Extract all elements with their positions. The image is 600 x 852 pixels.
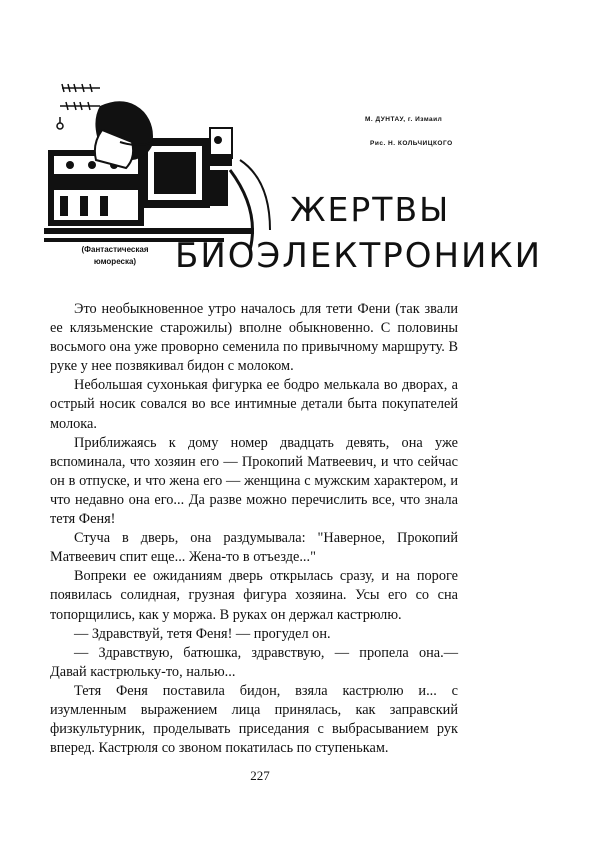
paragraph: Это необыкновенное утро началось для тети Фени (так звали ее клязьменские старожилы) вполне обыкновенно. С половины восьмого она уже проворно семенила по привычному маршруту. В руке у нее позвякивал бидон с молоком. xyxy=(50,301,458,375)
illustration-man-at-machine xyxy=(40,70,280,250)
paragraph: Приближаясь к дому номер двадцать девять, она уже вспоминала, что хозяин его — Прокопий Матвеевич, и что сейчас он в отпуске, и что жена его — женщина с мужским характером, и что недавно она его... Да разве можно перечислить все, что знала тетя Феня! xyxy=(50,434,458,528)
author-credit: М. ДУНТАУ, г. Измаил xyxy=(365,116,443,123)
story-body xyxy=(50,300,458,758)
genre-caption xyxy=(50,244,180,268)
paragraph: — Здравствую, батюшка, здравствую, — пропела она.— Давай кастрюльку-то, налью... xyxy=(50,644,458,680)
page-number: 227 xyxy=(250,768,270,783)
paragraph: Стуча в дверь, она раздумывала: "Наверное, Прокопий Матвеевич спит еще... Жена-то в отъезде..." xyxy=(50,530,458,566)
paragraph: Тетя Феня поставила бидон, взяла кастрюлю и... с изумленным выражением лица принялась, как заправский физкультурник, проделывать приседания с выбрасыванием рук вперед. Кастрюля со звоном покатилась по ступенькам. xyxy=(50,682,458,757)
story-title-line-2: БИОЭЛЕКТРОНИКИ xyxy=(175,236,543,276)
paragraph: Вопреки ее ожиданиям дверь открылась сразу, и на пороге появилась солидная, грузная фигура хозяина. Усы его со сна топорщились, как у моржа. В руках он держал кастрюлю. xyxy=(50,568,458,623)
paragraph: — Здравствуй, тетя Феня! — прогудел он. xyxy=(74,625,331,642)
artist-credit: Рис. Н. КОЛЬЧИЦКОГО xyxy=(370,140,453,147)
genre-line-1: (Фантастическая xyxy=(81,245,149,254)
story-title-line-1: ЖЕРТВЫ xyxy=(290,190,451,229)
paragraph: Небольшая сухонькая фигурка ее бодро мелькала во дворах, а острый носик совался во все интимные детали быта покупателей молока. xyxy=(50,377,458,432)
genre-line-2: юмореска) xyxy=(93,257,137,266)
